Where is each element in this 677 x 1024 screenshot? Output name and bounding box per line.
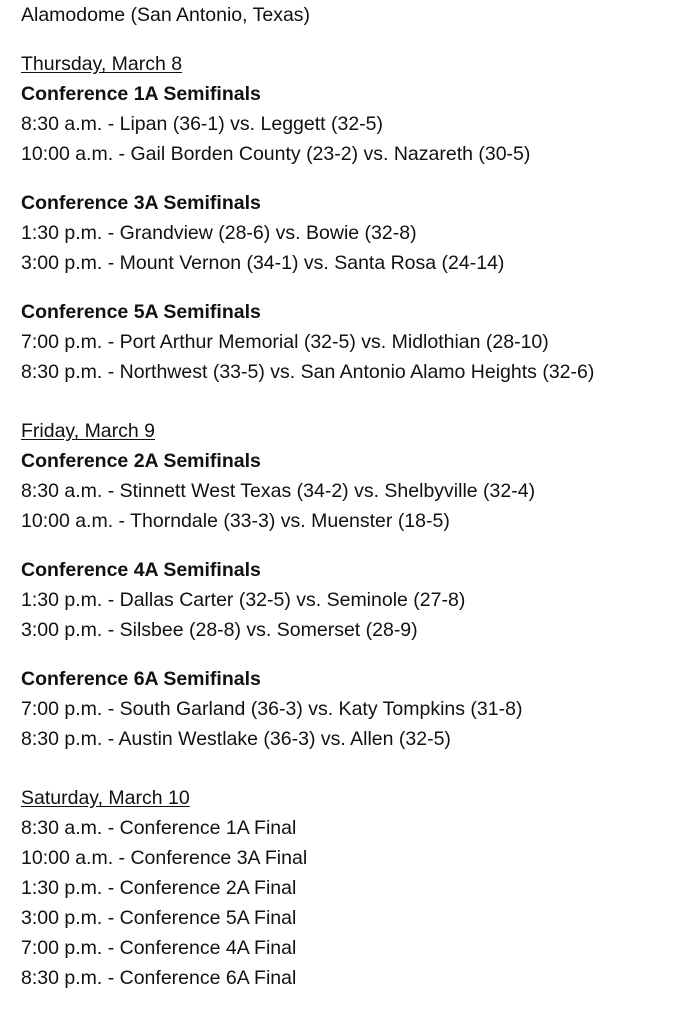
game-line: 8:30 p.m. - Austin Westlake (36-3) vs. Allen (32-5) xyxy=(21,728,451,750)
game-line: 8:30 a.m. - Stinnett West Texas (34-2) vs. Shelbyville (32-4) xyxy=(21,480,536,502)
schedule-document xyxy=(21,0,671,993)
conference-block-1a xyxy=(21,79,671,169)
spacer xyxy=(21,387,671,416)
game-line: 10:00 a.m. - Thorndale (33-3) vs. Muenster (18-5) xyxy=(21,510,450,532)
conference-block-2a xyxy=(21,446,671,536)
venue-title: Alamodome (San Antonio, Texas) xyxy=(21,4,311,26)
spacer xyxy=(21,30,671,49)
conference-heading: Conference 6A Semifinals xyxy=(21,668,261,690)
day-section-saturday xyxy=(21,783,671,993)
day-heading: Saturday, March 10 xyxy=(21,787,190,809)
game-line: 8:30 a.m. - Conference 1A Final xyxy=(21,817,297,839)
conference-heading: Conference 1A Semifinals xyxy=(21,83,261,105)
game-line: 7:00 p.m. - Conference 4A Final xyxy=(21,937,297,959)
game-line: 10:00 a.m. - Conference 3A Final xyxy=(21,847,308,869)
conference-heading: Conference 3A Semifinals xyxy=(21,192,261,214)
day-section-friday xyxy=(21,416,671,754)
game-line: 1:30 p.m. - Conference 2A Final xyxy=(21,877,297,899)
conference-heading: Conference 2A Semifinals xyxy=(21,450,261,472)
conference-block-5a xyxy=(21,297,671,387)
day-heading: Friday, March 9 xyxy=(21,420,156,442)
game-line: 1:30 p.m. - Grandview (28-6) vs. Bowie (32-8) xyxy=(21,222,417,244)
spacer xyxy=(21,169,671,188)
game-line: 8:30 p.m. - Conference 6A Final xyxy=(21,967,297,989)
game-line: 8:30 p.m. - Northwest (33-5) vs. San Antonio Alamo Heights (32-6) xyxy=(21,361,595,383)
game-line: 7:00 p.m. - Port Arthur Memorial (32-5) vs. Midlothian (28-10) xyxy=(21,331,549,353)
spacer xyxy=(21,536,671,555)
conference-block-4a xyxy=(21,555,671,645)
game-line: 3:00 p.m. - Conference 5A Final xyxy=(21,907,297,929)
conference-block-6a xyxy=(21,664,671,754)
conference-heading: Conference 4A Semifinals xyxy=(21,559,261,581)
spacer xyxy=(21,278,671,297)
conference-block-3a xyxy=(21,188,671,278)
conference-heading: Conference 5A Semifinals xyxy=(21,301,261,323)
spacer xyxy=(21,645,671,664)
day-heading: Thursday, March 8 xyxy=(21,53,183,75)
game-line: 8:30 a.m. - Lipan (36-1) vs. Leggett (32-5) xyxy=(21,113,384,135)
game-line: 10:00 a.m. - Gail Borden County (23-2) vs. Nazareth (30-5) xyxy=(21,143,531,165)
day-section-thursday xyxy=(21,49,671,387)
game-line: 3:00 p.m. - Mount Vernon (34-1) vs. Santa Rosa (24-14) xyxy=(21,252,505,274)
game-line: 3:00 p.m. - Silsbee (28-8) vs. Somerset (28-9) xyxy=(21,619,418,641)
game-line: 1:30 p.m. - Dallas Carter (32-5) vs. Seminole (27-8) xyxy=(21,589,466,611)
spacer xyxy=(21,754,671,783)
game-line: 7:00 p.m. - South Garland (36-3) vs. Katy Tompkins (31-8) xyxy=(21,698,523,720)
